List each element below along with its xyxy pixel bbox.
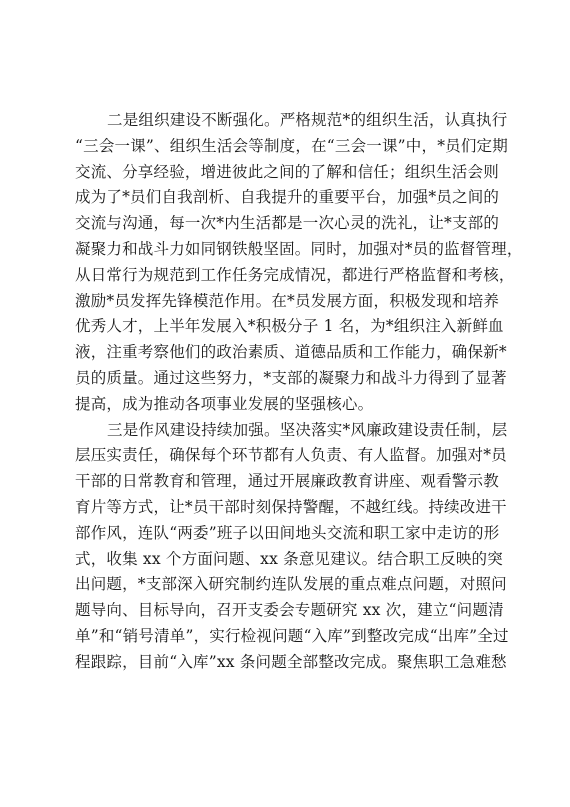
paragraph-line: 程跟踪，目前“入库”xx 条问题全部整改完成。聚焦职工急难愁 (75, 652, 507, 671)
paragraph-organization-building (75, 108, 523, 418)
paragraph-line: 提高，成为推动各项事业发展的坚强核心。 (75, 394, 374, 413)
paragraph-line: 题导向、目标导向，召开支委会专题研究 xx 次，建立“问题清 (75, 601, 504, 620)
paragraph-line: 三是作风建设持续加强。坚决落实*风廉政建设责任制，层 (107, 420, 508, 439)
paragraph-line: 出问题，*支部深入研究制约连队发展的重点难点问题，对照问 (75, 575, 507, 594)
paragraph-line: 单”和“销号清单”，实行检视问题“入库”到整改完成“出库”全过 (75, 626, 509, 645)
paragraph-line: 激励*员发挥先锋模范作用。在*员发展方面，积极发现和培养 (75, 291, 500, 310)
paragraph-line: 式，收集 xx 个方面问题、xx 条意见建议。结合职工反映的突 (75, 549, 503, 568)
paragraph-line: 交流与沟通，每一次*内生活都是一次心灵的洗礼，让*支部的 (75, 214, 500, 233)
paragraph-line: 二是组织建设不断强化。严格规范*的组织生活，认真执行 (107, 111, 508, 129)
paragraph-line: “三会一课”、组织生活会等制度，在“三会一课”中，*员们定期 (75, 136, 508, 155)
paragraph-work-style (75, 418, 509, 676)
paragraph-line: 凝聚力和战斗力如同钢铁般坚固。同时，加强对*员的监督管理， (75, 239, 523, 258)
paragraph-line: 优秀人才，上半年发展入*积极分子 1 名，为*组织注入新鲜血 (75, 317, 504, 336)
paragraph-line: 交流、分享经验，增进彼此之间的了解和信任；组织生活会则 (75, 162, 499, 181)
paragraph-line: 员的质量。通过这些努力，*支部的凝聚力和战斗力得到了显著 (75, 368, 507, 387)
document-body (75, 108, 523, 676)
paragraph-line: 部作风，连队“两委”班子以田间地头交流和职工家中走访的形 (75, 523, 500, 542)
paragraph-line: 液，注重考察他们的政治素质、道德品质和工作能力，确保新* (75, 343, 507, 362)
paragraph-line: 干部的日常教育和管理，通过开展廉政教育讲座、观看警示教 (75, 472, 499, 491)
paragraph-line: 从日常行为规范到工作任务完成情况，都进行严格监督和考核， (75, 265, 515, 284)
paragraph-line: 成为了*员们自我剖析、自我提升的重要平台，加强*员之间的 (75, 188, 500, 207)
paragraph-line: 层压实责任，确保每个环节都有人负责、有人监督。加强对*员 (75, 446, 507, 465)
paragraph-line: 育片等方式，让*员干部时刻保持警醒，不越红线。持续改进干 (75, 497, 507, 516)
